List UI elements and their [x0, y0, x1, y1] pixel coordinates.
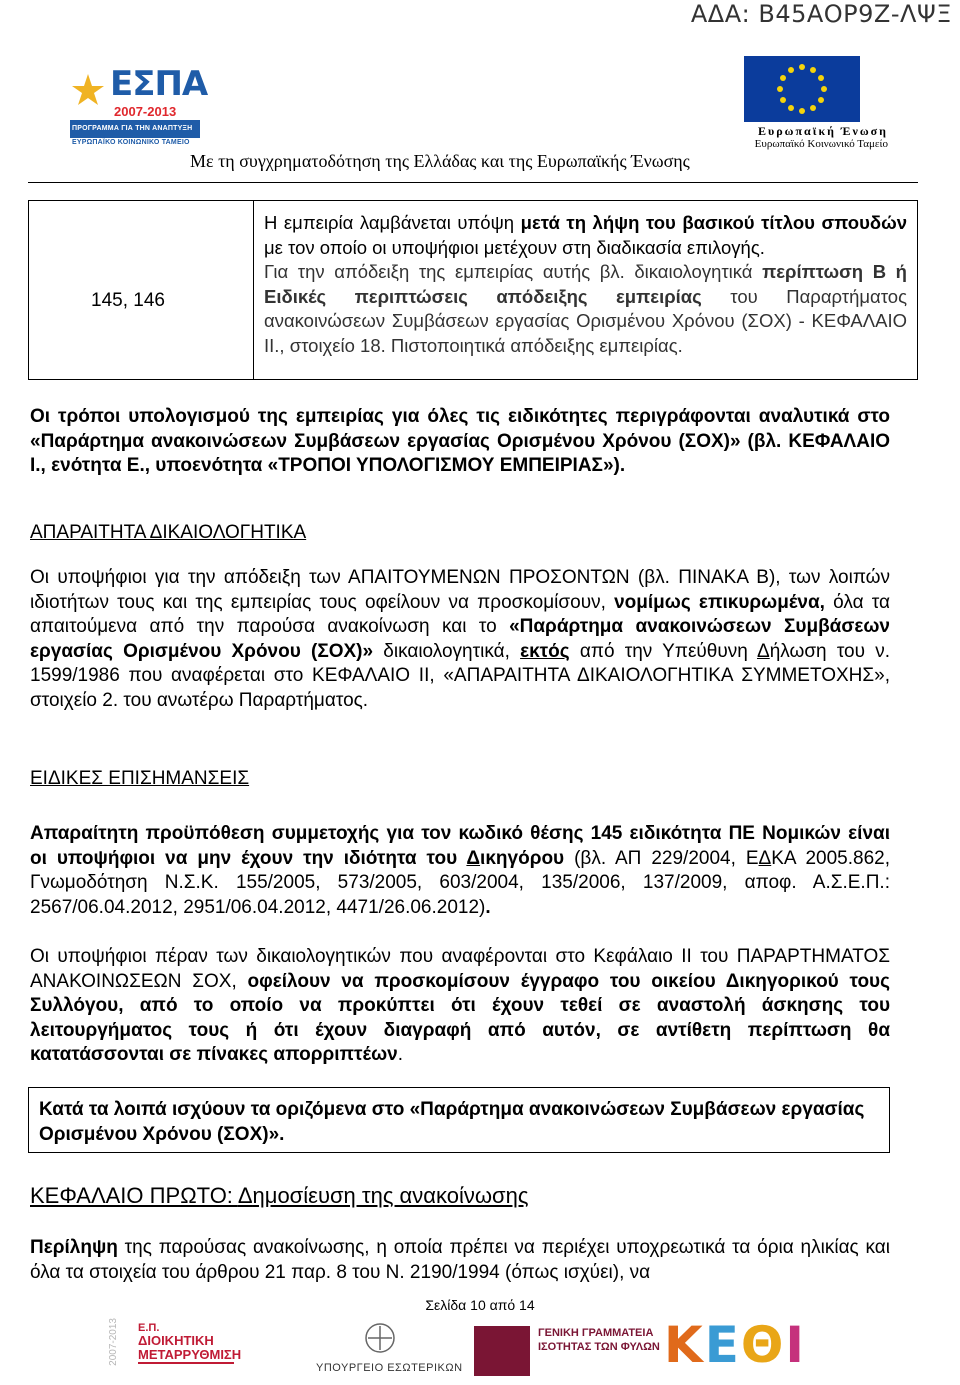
text-run-bold: μετά τη λήψη του βασικού τίτλου σπουδών — [520, 212, 907, 233]
text-run: με τον οποίο οι υποψήφιοι μετέχουν στη διαδικασία επιλογής. — [264, 236, 765, 258]
text-run: Οι υποψήφιοι για την απόδειξη των ΑΠΑΙΤΟΥΜΕΝΩΝ ΠΡΟΣΟΝΤΩΝ (βλ. ΠΙΝΑΚΑ Β), των λοιπών ιδιοτήτων τους και της εμπειρίας τους οφείλουν να προσκομίσουν, — [30, 567, 890, 613]
calculation-paragraph: Οι τρόποι υπολογισμού της εμπειρίας για όλες τις ειδικότητες περιγράφονται αναλυτικά στο «Παράρτημα ανακοινώσεων Συμβάσεων εργασίας Ορισμένου Χρόνου (ΣΟΧ)» (βλ. ΚΕΦΑΛΑΙΟ Ι., ενότητα Ε., υποενότητα «ΤΡΟΠΟΙ ΥΠΟΛΟΓΙΣΜΟΥ ΕΜΠΕΙΡΙΑΣ»). — [30, 406, 890, 476]
lawyer-paragraph — [30, 945, 890, 1068]
text-run: Οι υποψήφιοι πέραν των δικαιολογητικών που αναφέρονται στο Κεφάλαιο ΙΙ του ΠΑΡΑΡΤΗΜΑΤΟΣ ΑΝΑΚΟΙΝΩΣΕΩΝ ΣΟΧ, — [30, 946, 890, 992]
espa-subtitle-fund: ΕΥΡΩΠΑΪΚΟ ΚΟΙΝΩΝΙΚΟ ΤΑΜΕΙΟ — [72, 139, 190, 146]
position-table — [28, 200, 918, 380]
text-run: ΙΣΟΤΗΤΑΣ ΤΩΝ ΦΥΛΩΝ — [538, 1341, 660, 1353]
text-run: δικαιολογητικά, — [373, 640, 521, 662]
table-text-cell — [254, 201, 917, 379]
gender-equality-logo — [474, 1326, 530, 1376]
position-code: 145, 146 — [91, 290, 165, 311]
text-run: ΓΕΝΙΚΗ ΓΡΑΜΜΑΤΕΙΑ — [538, 1327, 654, 1339]
text-run: του Παραρτήματος ανακοινώσεων Συμβάσεων εργασίας Ορισμένου Χρόνου (ΣΟΧ) - ΚΕΦΑΛΑΙΟ ΙΙ., στοιχείο 18. Πιστοποιητικά απόδειξης εμπειρίας. — [264, 285, 907, 356]
proof-paragraph — [264, 260, 907, 358]
text-run-bold: ικηγόρου — [480, 847, 565, 869]
text-run: . — [397, 1044, 403, 1065]
text-run: της παρούσας ανακοίνωσης, η οποία πρέπει να περιέχει υποχρεωτικά τα όρια ηλικίας και όλα τα στοιχεία του άρθρου 21 παρ. 8 του Ν. 2190/1994 (όπως ισχύει), να — [30, 1237, 890, 1283]
gender-equality-name — [538, 1326, 660, 1354]
espa-star-icon — [70, 72, 106, 108]
espa-subtitle: ΠΡΟΓΡΑΜΜΑ ΓΙΑ ΤΗΝ ΑΝΑΠΤΥΞΗ — [72, 125, 193, 132]
text-run: Δ — [237, 1183, 253, 1208]
experience-paragraph — [264, 211, 907, 260]
text-run-bold: . — [485, 896, 491, 918]
chapter-one-heading — [30, 1183, 528, 1209]
text-run: Η εμπειρία λαμβάνεται υπόψη — [264, 212, 521, 233]
eu-fund: Ευρωπαϊκό Κοινωνικό Ταμείο — [754, 138, 888, 150]
text-run: Για την απόδειξη της εμπειρίας αυτής βλ. δικαιολογητικά — [264, 261, 763, 282]
cofunding-text: Με τη συγχρηματοδότηση της Ελλάδας και της Ευρωπαϊκής Ένωσης — [190, 151, 690, 171]
page-number: Σελίδα 10 από 14 — [425, 1297, 535, 1313]
keoi-logo — [664, 1316, 806, 1374]
eu-flag-icon — [744, 56, 860, 122]
ministry-name: ΥΠΟΥΡΓΕΙΟ ΕΣΩΤΕΡΙΚΩΝ — [316, 1362, 463, 1374]
table-code-cell — [29, 201, 254, 379]
text-run-underline: Δ — [757, 640, 770, 662]
keo-letter: Κ — [664, 1316, 705, 1374]
special-notes-heading: ΕΙΔΙΚΕΣ ΕΠΙΣΗΜΑΝΣΕΙΣ — [30, 768, 250, 789]
header-divider — [28, 182, 918, 183]
summary-paragraph — [30, 1236, 890, 1285]
text-run-bold: Απαραίτητη προϋπόθεση συμμετοχής για τον κωδικό θέσης 145 ειδικότητα ΠΕ Νομικών είναι οι υποψήφιοι να μην έχουν την ιδιότητα του — [30, 823, 890, 869]
text-run-underline: Δ — [758, 847, 772, 869]
dioik-underline — [138, 1362, 234, 1364]
keo-letter: Ι — [785, 1316, 807, 1374]
text-run: ΔΙΟΙΚΗΤΙΚΗ — [138, 1333, 214, 1348]
dioik-year: 2007-2013 — [108, 1318, 119, 1366]
espa-logo — [70, 64, 208, 146]
required-docs-heading: ΑΠΑΡΑΙΤΗΤΑ ΔΙΚΑΙΟΛΟΓΗΤΙΚΑ — [30, 522, 307, 543]
text-run-bold: «Παράρτημα ανακοινώσεων Συμβάσεων εργασίας Ορισμένου Χρόνου (ΣΟΧ)» — [30, 616, 890, 662]
dioik-title — [138, 1334, 241, 1362]
keo-letter: Θ — [740, 1316, 786, 1374]
dioik-ep: Ε.Π. — [138, 1322, 160, 1334]
text-run: από την Υπεύθυνη — [569, 640, 757, 662]
text-run-bold: Περίληψη — [30, 1237, 118, 1258]
text-run: (βλ. ΑΠ 229/2004, Ε — [564, 847, 759, 869]
required-docs-paragraph — [30, 566, 890, 713]
text-run: ΜΕΤΑΡΡΥΘΜΙΣΗ — [138, 1347, 242, 1362]
text-run: ήλωση του ν. 1599/1986 που αναφέρεται στο ΚΕΦΑΛΑΙΟ ΙΙ, «ΑΠΑΡΑΙΤΗΤΑ ΔΙΚΑΙΟΛΟΓΗΤΙΚΑ ΣΥΜΜΕΤΟΧΗΣ», στοιχείο 2. του ανωτέρω Παραρτήματος. — [30, 640, 891, 711]
special-notes-paragraph — [30, 822, 890, 920]
text-run-bold: οφείλουν να προσκομίσουν έγγραφο του οικείου Δικηγορικού τους Συλλόγου, από το οποίο να προκύπτει ότι έχουν τεθεί σε αναστολή άσκησης του λειτουργήματος τους ή ότι έχουν διαγραφή από αυτόν, σε αντίθετη περίπτωση θα κατατάσσονται σε πίνακες απορριπτέων — [30, 970, 890, 1065]
text-run-bold-underline: Δ — [466, 847, 481, 869]
text-run-bold-underline: εκτός — [520, 640, 570, 662]
text-run: ΚΕΦΑΛΑΙΟ ΠΡΩΤΟ: — [30, 1183, 238, 1208]
text-run-bold: νομίμως επικυρωμένα, — [614, 591, 825, 613]
text-run: ΚΑ 2005.862, Γνωμοδότηση Ν.Σ.Κ. 155/2005, 573/2005, 603/2004, 135/2006, 137/2009, αποφ. Α.Σ.Ε.Π.: 2567/06.04.2012, 2951/06.04.2012, 4471/26.06.2012) — [30, 847, 890, 918]
text-run: ημοσίευση της ανακοίνωσης — [252, 1183, 529, 1208]
espa-years: 2007-2013 — [114, 104, 177, 119]
text-run: όλα τα απαιτούμενα από την παρούσα ανακοίνωση και το — [30, 591, 891, 637]
ada-code: ΑΔΑ: Β45ΑΟΡ9Ζ-ΛΨΞ — [690, 0, 952, 28]
keo-letter: Ε — [704, 1316, 741, 1374]
espa-title: ΕΣΠΑ — [110, 64, 208, 104]
remaining-terms-box: Κατά τα λοιπά ισχύουν τα οριζόμενα στο «Παράρτημα ανακοινώσεων Συμβάσεων εργασίας Ορισμένου Χρόνου (ΣΟΧ)». — [28, 1087, 890, 1153]
text-run-bold: περίπτωση Β ή Ειδικές περιπτώσεις απόδειξης εμπειρίας — [264, 261, 907, 307]
eu-name: Ευρωπαϊκή Ένωση — [758, 124, 888, 138]
